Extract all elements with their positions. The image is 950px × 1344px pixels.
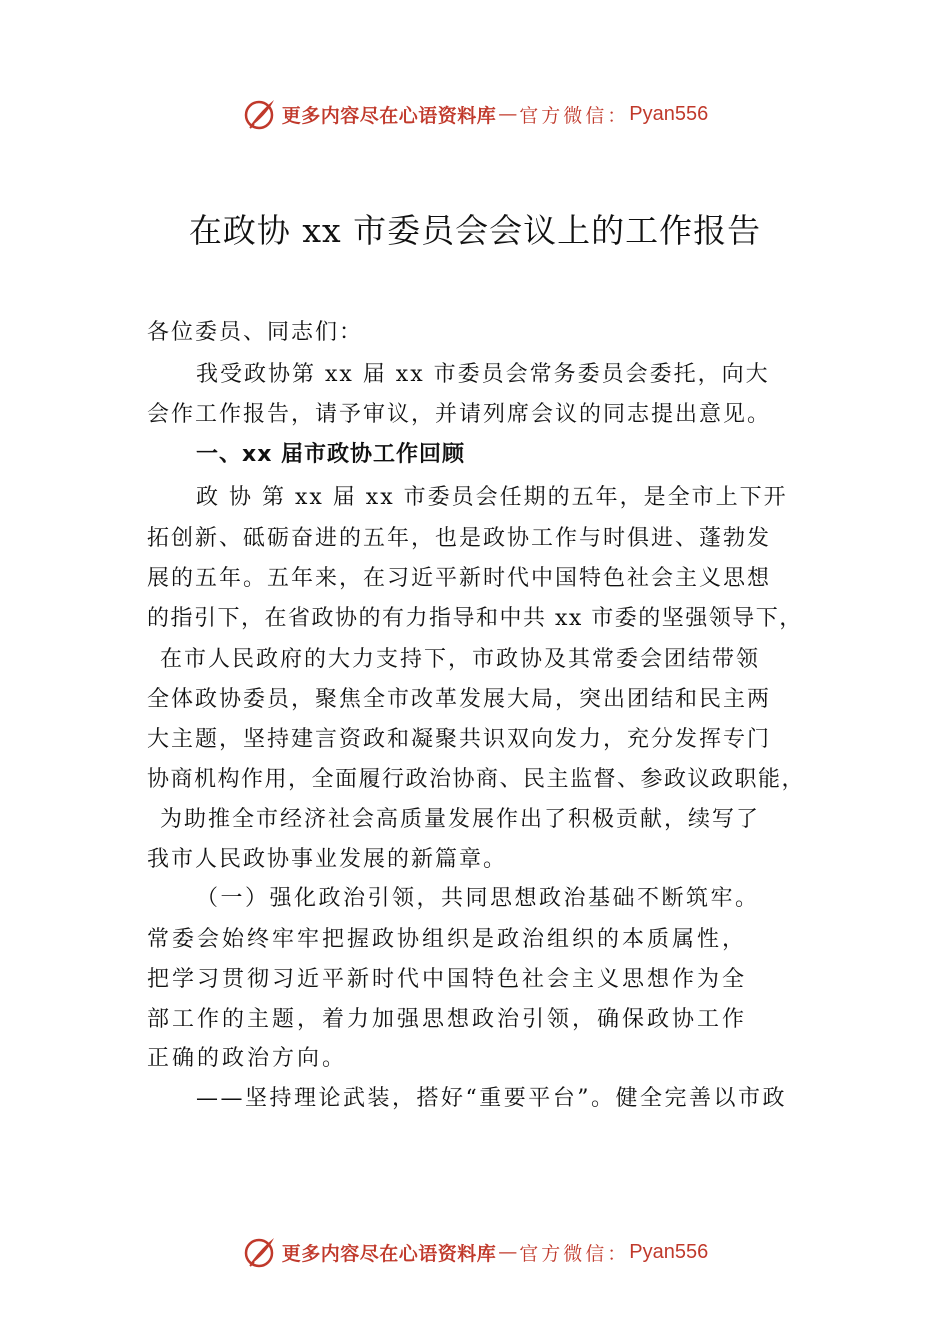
body-line: 正确的政治方向。 (147, 1046, 348, 1071)
footer-watermark (0, 1232, 950, 1272)
watermark-wechat-id: Pyan556 (629, 102, 709, 125)
salutation: 各位委员、同志们： (147, 320, 364, 345)
section-heading: 一、xx 届市政协工作回顾 (196, 442, 466, 467)
body-line: ——坚持理论武装，搭好“重要平台”。健全完善以市政 (196, 1086, 787, 1111)
body-line: 大主题，坚持建言资政和凝聚共识双向发力，充分发挥专门 (147, 727, 772, 752)
watermark-brand: 更多内容尽在心语资料库 (281, 1242, 497, 1265)
body-line: 我市人民政协事业发展的新篇章。 (147, 847, 508, 872)
watermark-brand: 更多内容尽在心语资料库 (281, 104, 497, 127)
body-line: 政 协 第 xx 届 xx 市委员会任期的五年，是全市上下开 (196, 485, 788, 510)
subsection-heading: （一）强化政治引领，共同思想政治基础不断筑牢。 (196, 886, 760, 911)
watermark-separator: — (498, 1241, 518, 1263)
body-line: 部工作的主题，着力加强思想政治引领，确保政协工作 (147, 1007, 748, 1032)
body-line: 会作工作报告，请予审议，并请列席会议的同志提出意见。 (147, 402, 772, 427)
document-title: 在政协 xx 市委员会会议上的工作报告 (188, 211, 762, 250)
body-line: 全体政协委员，聚焦全市改革发展大局，突出团结和民主两 (147, 687, 772, 712)
watermark-separator: — (498, 103, 518, 125)
body-line: 我受政协第 xx 届 xx 市委员会常务委员会委托，向大 (196, 362, 770, 387)
body-line: 的指引下，在省政协的有力指导和中共 xx 市委的坚强领导下， (147, 606, 803, 631)
body-line: 为助推全市经济社会高质量发展作出了积极贡献，续写了 (160, 807, 761, 832)
watermark-wechat-label: 官方微信： (519, 104, 630, 127)
body-line: 协商机构作用，全面履行政治协商、民主监督、参政议政职能， (147, 767, 806, 792)
watermark-wechat-id: Pyan556 (629, 1240, 709, 1263)
watermark-wechat-label: 官方微信： (519, 1242, 630, 1265)
body-line: 在市人民政府的大力支持下，市政协及其常委会团结带领 (160, 647, 761, 672)
quill-logo-icon (242, 96, 278, 132)
quill-logo-icon (242, 1234, 278, 1270)
body-line: 把学习贯彻习近平新时代中国特色社会主义思想作为全 (147, 967, 748, 992)
body-line: 常委会始终牢牢把握政协组织是政治组织的本质属性， (147, 927, 748, 952)
body-line: 拓创新、砥砺奋进的五年，也是政协工作与时俱进、蓬勃发 (147, 526, 772, 551)
header-watermark (0, 94, 950, 134)
body-line: 展的五年。五年来，在习近平新时代中国特色社会主义思想 (147, 566, 772, 591)
